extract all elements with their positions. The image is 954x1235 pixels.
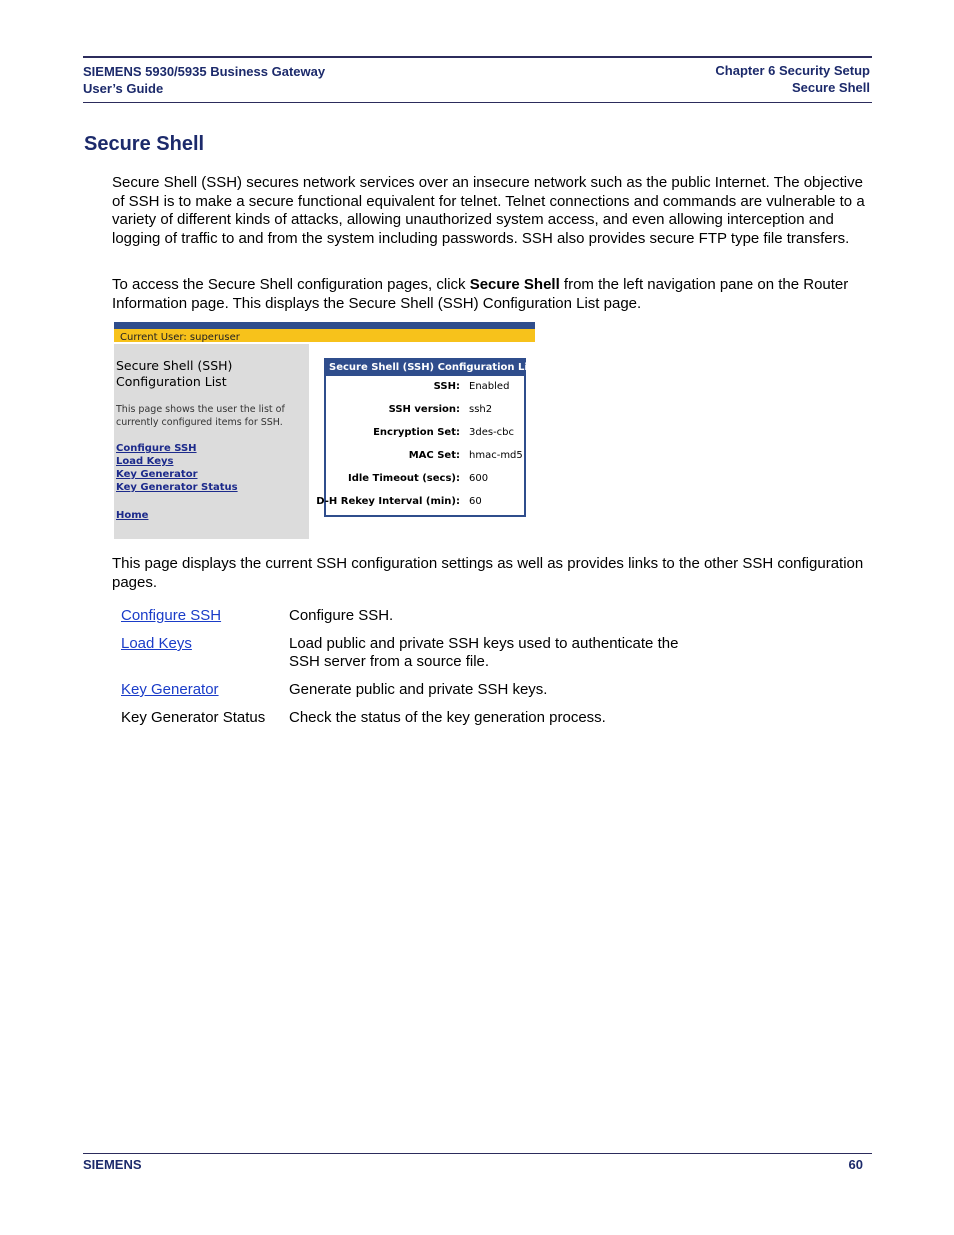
link-description: Configure SSH. bbox=[289, 607, 394, 624]
config-label: Idle Timeout (secs): bbox=[347, 473, 460, 484]
header-rule-bottom bbox=[83, 102, 872, 103]
access-text-after: from the left navigation pane on the Router Information page. This displays the Secure Shell (SSH) Configuration List page. bbox=[112, 276, 849, 312]
access-paragraph bbox=[112, 276, 870, 313]
config-label: SSH: bbox=[433, 381, 460, 392]
link-description: Check the status of the key generation process. bbox=[289, 709, 606, 726]
screenshot-nav-pane bbox=[114, 344, 309, 539]
config-list-title: Secure Shell (SSH) Configuration List bbox=[326, 360, 524, 376]
ssh-config-screenshot bbox=[114, 322, 539, 539]
config-value: 600 bbox=[469, 473, 489, 484]
header-chapter: Chapter 6 Security Setup bbox=[715, 63, 870, 78]
header-left bbox=[83, 63, 325, 97]
screenshot-title-line1: Secure Shell (SSH) bbox=[116, 358, 233, 373]
nav-link-home[interactable]: Home bbox=[116, 510, 149, 521]
screenshot-description: This page shows the user the list of currently configured items for SSH. bbox=[116, 404, 285, 428]
config-row bbox=[326, 427, 524, 441]
config-value: ssh2 bbox=[469, 404, 493, 415]
header-product: SIEMENS 5930/5935 Business Gateway bbox=[83, 64, 326, 79]
header-section: Secure Shell bbox=[791, 80, 870, 95]
header-rule-top bbox=[83, 56, 872, 58]
config-label: Encryption Set: bbox=[373, 427, 460, 438]
config-row bbox=[326, 450, 524, 464]
header-guide: User’s Guide bbox=[83, 81, 164, 96]
footer-rule bbox=[83, 1153, 872, 1154]
config-value: Enabled bbox=[469, 381, 510, 392]
link-configure-ssh[interactable]: Configure SSH bbox=[121, 607, 222, 624]
link-description: Load public and private SSH keys used to authenticate the SSH server from a source file. bbox=[289, 635, 679, 670]
config-value: 3des-cbc bbox=[469, 427, 515, 438]
config-row bbox=[326, 381, 524, 395]
link-load-keys[interactable]: Load Keys bbox=[121, 635, 192, 652]
footer-brand: SIEMENS bbox=[83, 1157, 142, 1172]
intro-paragraph: Secure Shell (SSH) secures network services over an insecure network such as the public Internet. The objective of SSH is to make a secure functional equivalent for telnet. Telnet connections and commands are vulnerable to a variety of different kinds of attacks, allowing unauthorized system access, and even allowing interception and logging of traffic to and from the system including passwords. SSH also provides secure FTP type file transfers. bbox=[112, 174, 865, 247]
link-description: Generate public and private SSH keys. bbox=[289, 681, 548, 698]
current-user-bar bbox=[114, 322, 535, 342]
summary-paragraph: This page displays the current SSH configuration settings as well as provides links to the other SSH configuration pages. bbox=[112, 555, 864, 591]
page-number: 60 bbox=[848, 1157, 863, 1172]
current-user-label: Current User: superuser bbox=[120, 332, 240, 343]
screenshot-home bbox=[116, 510, 148, 521]
config-label: D-H Rekey Interval (min): bbox=[316, 496, 460, 507]
config-label: SSH version: bbox=[388, 404, 460, 415]
config-list-panel bbox=[316, 358, 539, 517]
screenshot-title-line2: Configuration List bbox=[116, 374, 227, 389]
config-row bbox=[326, 404, 524, 418]
config-label: MAC Set: bbox=[408, 450, 460, 461]
access-text-before: To access the Secure Shell configuration pages, click bbox=[112, 276, 470, 293]
key-generator-status-label: Key Generator Status bbox=[121, 709, 266, 726]
access-text-bold: Secure Shell bbox=[469, 276, 560, 293]
config-value: 60 bbox=[469, 496, 482, 507]
config-row bbox=[326, 473, 524, 487]
nav-link-key-generator-status[interactable]: Key Generator Status bbox=[116, 482, 238, 493]
nav-link-configure-ssh[interactable]: Configure SSH bbox=[116, 443, 197, 454]
config-value: hmac-md5 bbox=[469, 450, 523, 461]
nav-link-key-generator[interactable]: Key Generator bbox=[116, 469, 198, 480]
screenshot-nav-links bbox=[116, 442, 238, 494]
header-right bbox=[715, 62, 870, 96]
link-key-generator[interactable]: Key Generator bbox=[121, 681, 219, 698]
nav-link-load-keys[interactable]: Load Keys bbox=[116, 456, 174, 467]
screenshot-page-title bbox=[116, 358, 232, 390]
page-title: Secure Shell bbox=[84, 133, 205, 155]
config-row bbox=[316, 496, 524, 510]
